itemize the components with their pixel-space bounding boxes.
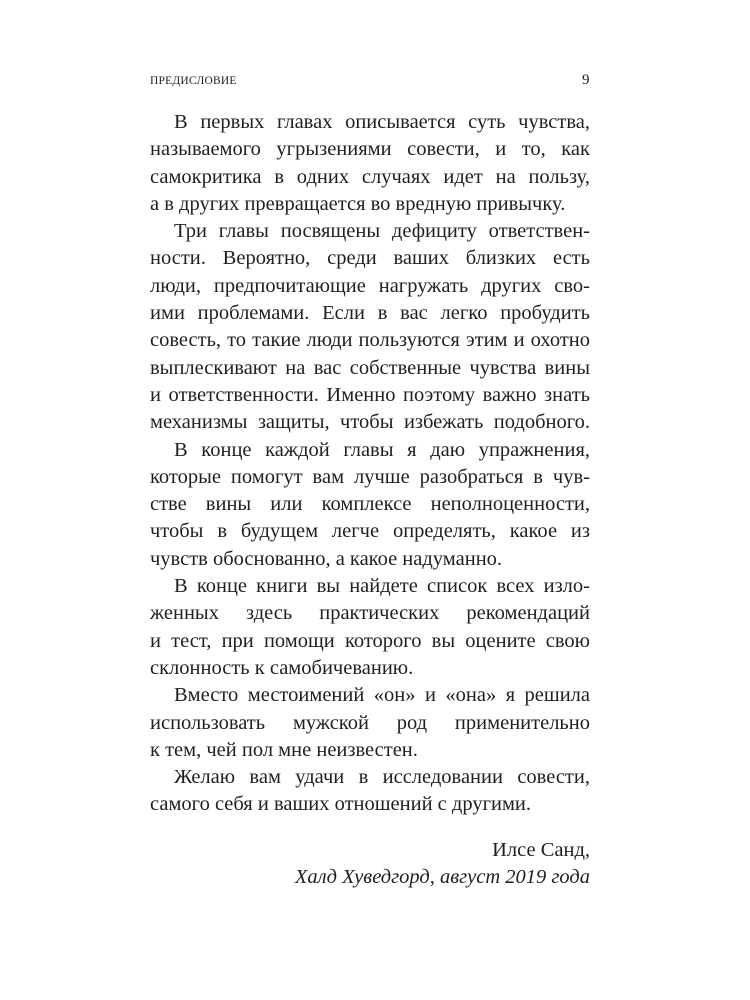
text-line: самокритика в одних случаях идет на пользу, <box>150 165 590 188</box>
paragraph <box>150 682 590 764</box>
paragraph <box>150 218 590 436</box>
text-line: стве вины или комплексе неполноценности, <box>150 493 590 516</box>
text-line: Желаю вам удачи в исследовании совести, <box>174 766 590 789</box>
signature-author: Илсе Санд, <box>492 839 590 861</box>
text-line: женных здесь практических рекомендаций <box>150 602 590 625</box>
text-line: склонность к самобичеванию. <box>150 656 414 679</box>
text-line: люди, предпочитающие нагружать других сво- <box>150 274 590 297</box>
text-line: чтобы в будущем легче определять, какое из <box>150 520 590 543</box>
text-line: и ответственности. Именно поэтому важно знать <box>150 383 590 406</box>
text-line: В первых главах описывается суть чувства, <box>174 111 590 133</box>
text-line: Три главы посвящены дефициту ответствен- <box>174 220 590 243</box>
paragraph <box>150 764 590 819</box>
paragraph <box>150 109 590 218</box>
paragraph <box>150 437 590 573</box>
text-line: к тем, чей пол мне неизвестен. <box>150 738 418 761</box>
signature-place-date: Халд Хуведгорд, август 2019 года <box>294 866 590 889</box>
text-line: ности. Вероятно, среди ваших близких есть <box>150 247 590 270</box>
signature <box>295 837 590 892</box>
text-line: механизмы защиты, чтобы избежать подобного. <box>150 411 590 434</box>
text-line: ими проблемами. Если в вас легко пробудить <box>150 302 590 325</box>
text-line: самого себя и ваших отношений с другими. <box>150 793 532 816</box>
text-line: чувств обоснованно, а какое надуманно. <box>150 547 503 570</box>
text-line: В конце книги вы найдете список всех изло- <box>174 575 590 598</box>
text-line: В конце каждой главы я даю упражнения, <box>174 438 590 461</box>
running-head: ПРЕДИСЛОВИЕ <box>150 75 237 87</box>
text-line: совесть, то такие люди пользуются этим и охотно <box>150 329 590 352</box>
text-line: использовать мужской род применительно <box>150 711 590 734</box>
text-line: называемого угрызениями совести, и то, как <box>150 138 590 161</box>
text-line: которые помогут вам лучше разобраться в чув- <box>150 465 590 488</box>
page-number: 9 <box>582 72 590 88</box>
text-line: выплескивают на вас собственные чувства вины <box>150 356 590 379</box>
text-line: Вместо местоимений «он» и «она» я решила <box>174 684 590 707</box>
text-line: и тест, при помощи которого вы оцените свою <box>150 629 590 652</box>
text-line: а в других превращается во вредную привычку. <box>150 192 566 215</box>
paragraph <box>150 573 590 682</box>
body-text <box>150 109 590 819</box>
